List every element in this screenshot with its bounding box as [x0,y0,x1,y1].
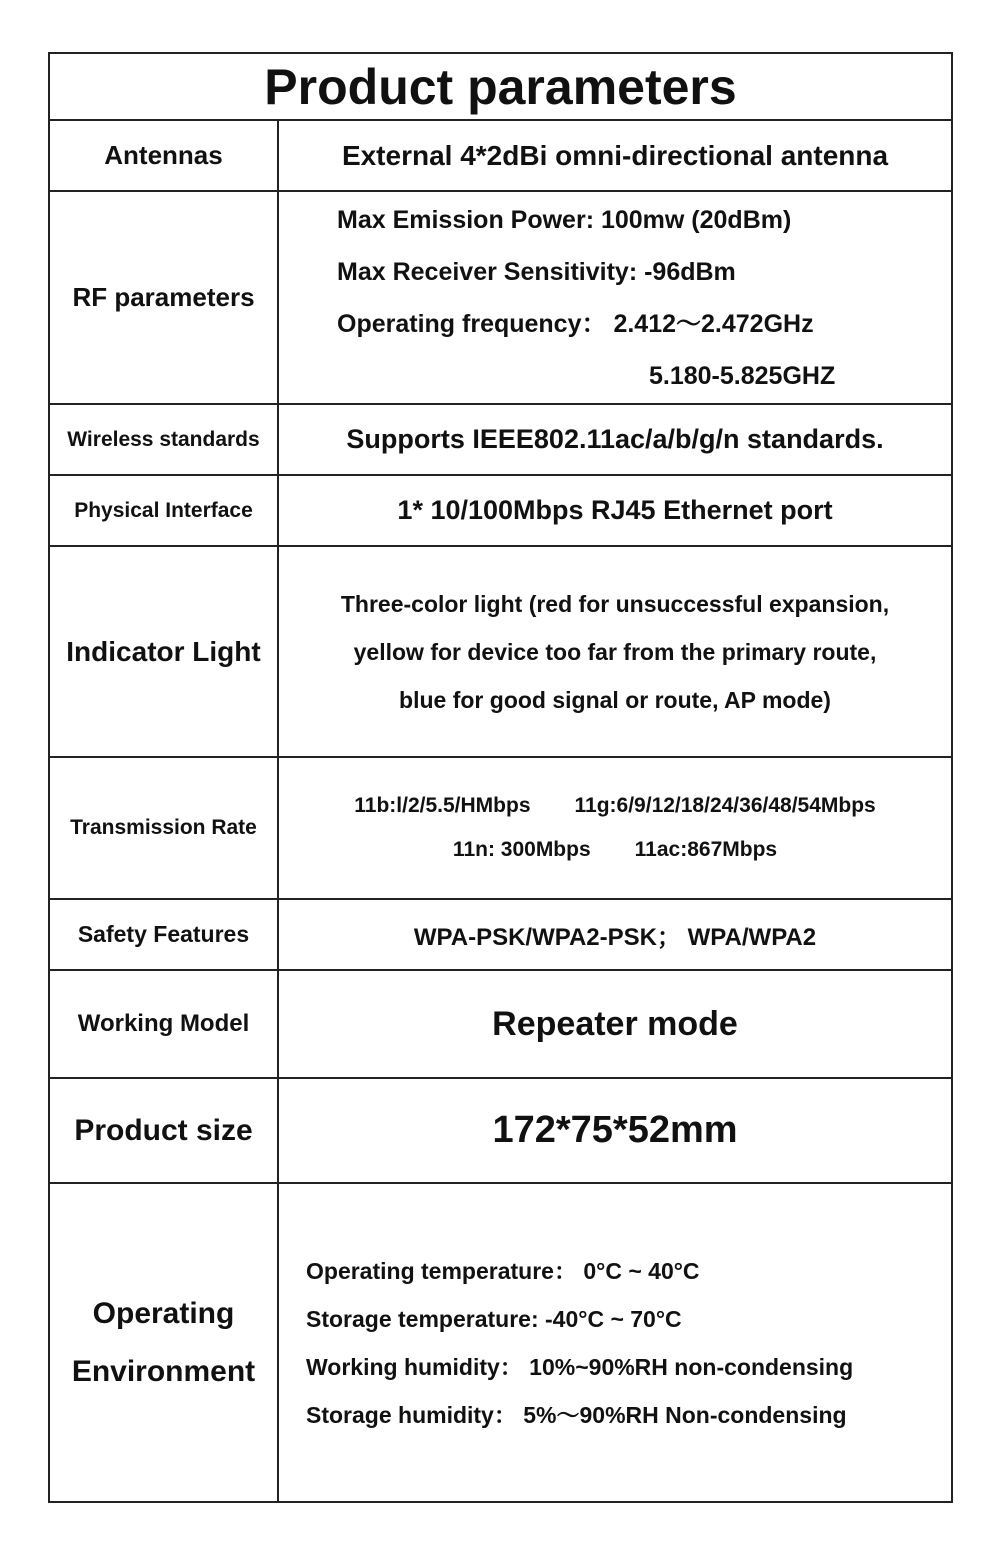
row-label: Working Model [50,971,279,1077]
indicator-line: Three-color light (red for unsuccessful expansion, [340,590,890,617]
row-value: 172*75*52mm [492,1109,738,1151]
environment-line: Working humidity： 10%~90%RH non-condensing [306,1353,854,1380]
row-rf-parameters [50,192,951,405]
row-label: Product size [50,1079,279,1182]
row-indicator-light [50,547,951,758]
indicator-line: blue for good signal or route, AP mode) [399,686,831,713]
row-value [279,758,951,898]
row-label: Transmission Rate [50,758,279,898]
rate-11n: 11n: 300Mbps [452,838,591,861]
row-operating-environment [50,1184,951,1501]
row-working-model [50,971,951,1079]
row-label: Indicator Light [50,547,279,756]
row-label: Physical Interface [50,476,279,545]
row-label: Wireless standards [50,405,279,474]
row-safety-features [50,900,951,971]
row-value: Repeater mode [492,1004,738,1043]
row-label: Antennas [50,121,279,190]
rate-11ac: 11ac:867Mbps [634,838,778,861]
row-value [279,1184,951,1501]
row-value: Supports IEEE802.11ac/a/b/g/n standards. [346,424,884,454]
row-value: WPA-PSK/WPA2-PSK； WPA/WPA2 [413,924,817,951]
table-title: Product parameters [50,54,951,121]
row-value: External 4*2dBi omni-directional antenna [341,139,889,171]
row-antennas [50,121,951,192]
rf-line: Max Emission Power: 100mw (20dBm) [337,205,792,234]
rf-line: Operating frequency： 2.412～2.472GHz [337,309,814,338]
row-label: Operating Environment [50,1184,279,1501]
rf-line: Max Receiver Sensitivity: -96dBm [337,257,736,286]
rate-11g: 11g:6/9/12/18/24/36/48/54Mbps [574,794,876,817]
rf-line: 5.180-5.825GHZ [649,361,836,390]
row-label: Safety Features [50,900,279,969]
row-wireless-standards [50,405,951,476]
row-product-size [50,1079,951,1184]
row-physical-interface [50,476,951,547]
environment-line: Storage humidity： 5%～90%RH Non-condensing [306,1401,847,1428]
row-transmission-rate [50,758,951,900]
row-value [279,547,951,756]
rate-11b: 11b:l/2/5.5/HMbps [354,794,531,817]
row-value: 1* 10/100Mbps RJ45 Ethernet port [397,495,833,525]
row-value [279,192,951,403]
row-label: RF parameters [50,192,279,403]
environment-line: Operating temperature： 0°C ~ 40°C [306,1257,700,1284]
product-parameters-table [48,52,953,1503]
indicator-line: yellow for device too far from the primary route, [353,638,877,665]
environment-line: Storage temperature: -40°C ~ 70°C [306,1305,682,1332]
